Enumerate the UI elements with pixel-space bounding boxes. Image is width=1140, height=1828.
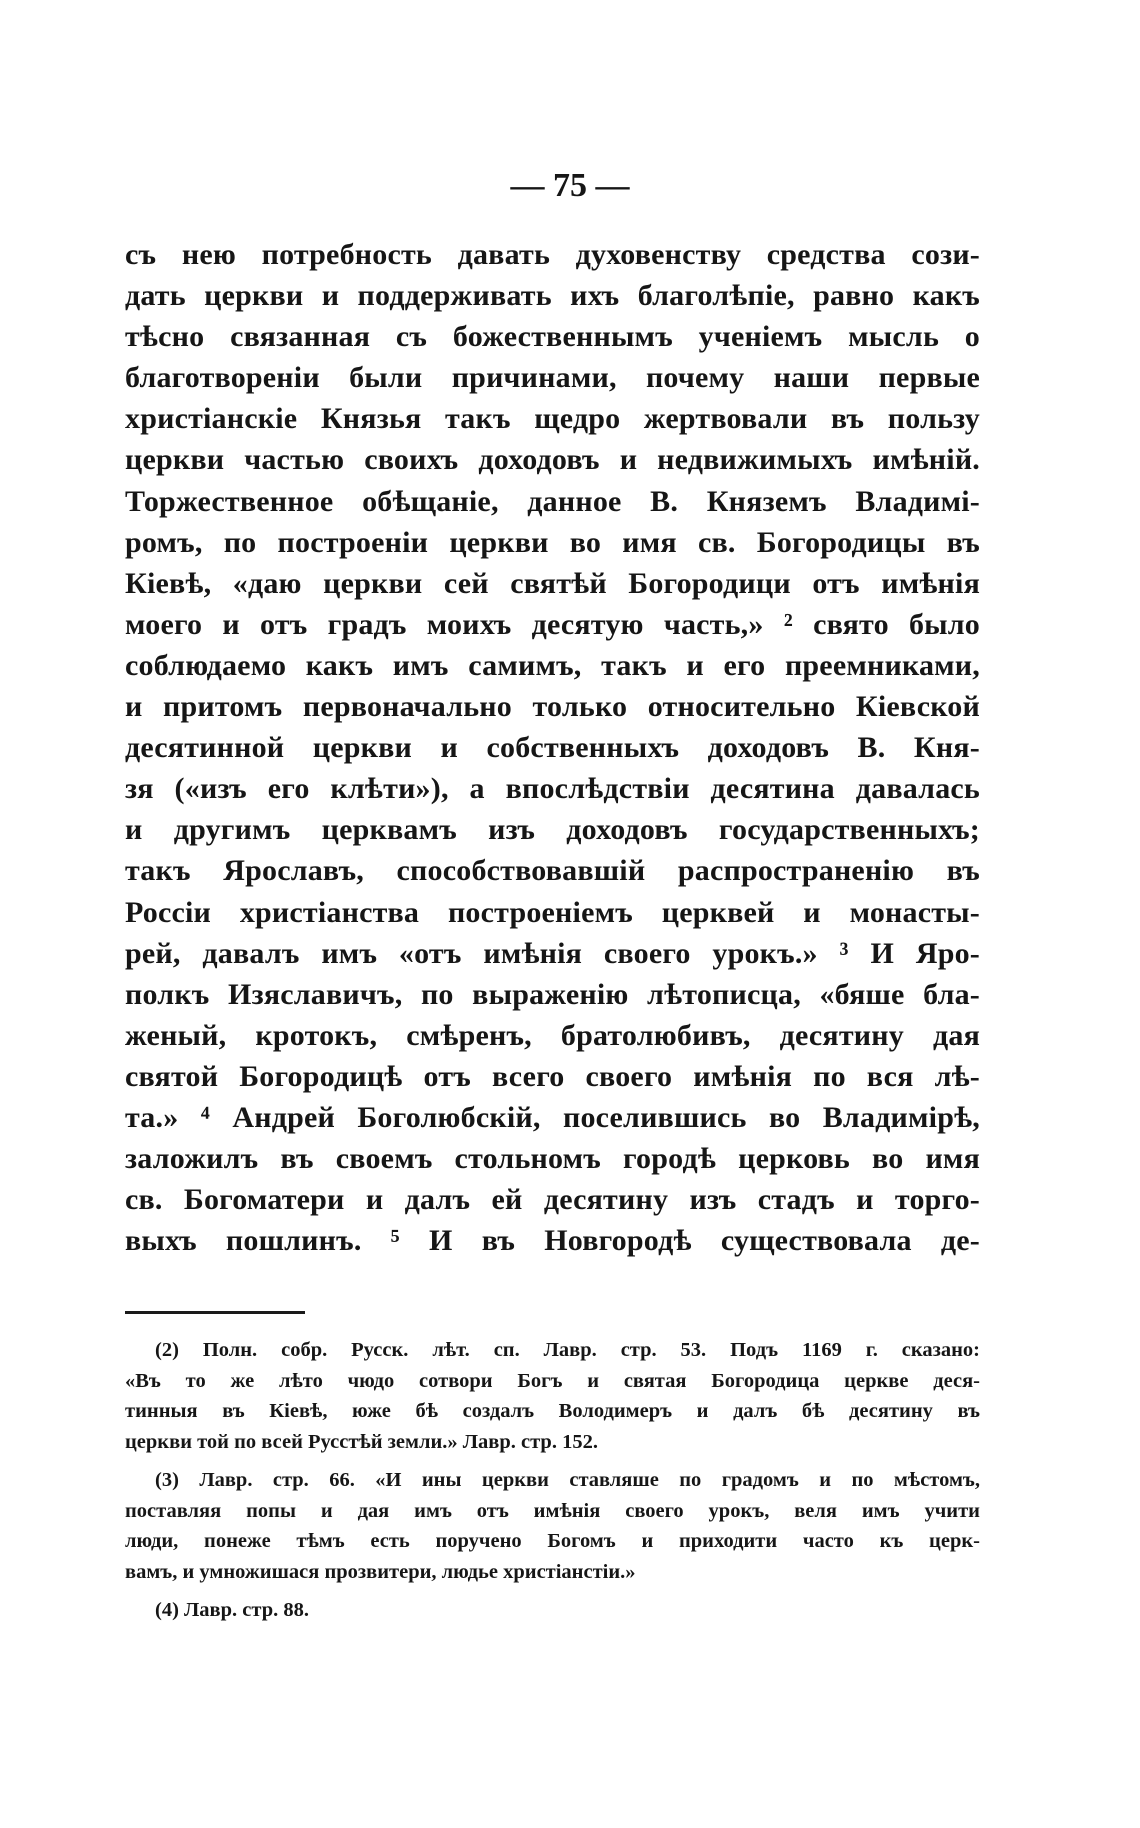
footnote-line: церкви той по всей Русстѣй земли.» Лавр. стр. 152. [125, 1430, 598, 1453]
body-line: десятинной церкви и собственныхъ доходовъ В. Кня- [125, 731, 980, 765]
body-line: ромъ, по построеніи церкви во имя св. Богородицы въ [125, 525, 980, 559]
footnote-line: (2) Полн. собр. Русск. лѣт. сп. Лавр. стр. 53. Подъ 1169 г. сказано: [155, 1339, 980, 1361]
body-line: соблюдаемо какъ имъ самимъ, такъ и его преемниками, [125, 648, 980, 682]
page-number: — 75 — [510, 167, 630, 204]
body-line: женый, кротокъ, смѣренъ, братолюбивъ, десятину дая [125, 1018, 980, 1052]
footnote-line: тинныя въ Кіевѣ, юже бѣ создалъ Володимеръ и далъ бѣ десятину въ [125, 1400, 980, 1422]
body-line: полкъ Изяславичъ, по выраженію лѣтописца, «бяше бла- [125, 977, 980, 1011]
body-line: церкви частью своихъ доходовъ и недвижимыхъ имѣній. [125, 443, 980, 477]
footnote-line: люди, понеже тѣмъ есть поручено Богомъ и приходити часто къ церк- [125, 1530, 980, 1552]
footnote-4 [125, 1595, 980, 1626]
body-line: заложилъ въ своемъ стольномъ городѣ церковь во имя [125, 1142, 980, 1176]
footnote-line: вамъ, и умножишася прозвитери, людье христіанстіи.» [125, 1560, 636, 1583]
body-line: моего и отъ градъ моихъ десятую часть,» ² свято было [125, 607, 980, 641]
body-line: выхъ пошлинъ. ⁵ И въ Новгородѣ существовала де- [125, 1224, 980, 1258]
footnote-2 [125, 1335, 980, 1457]
body-text [125, 234, 980, 1261]
body-line: тѣсно связанная съ божественнымъ ученіемъ мысль о [125, 320, 980, 354]
body-line: святой Богородицѣ отъ всего своего имѣнія по вся лѣ- [125, 1059, 980, 1093]
body-line: такъ Ярославъ, способствовавшій распространенію въ [125, 854, 980, 888]
body-line: и другимъ церквамъ изъ доходовъ государственныхъ; [125, 813, 980, 847]
footnote-line: (3) Лавр. стр. 66. «И ины церкви ставляше по градомъ и по мѣстомъ, [155, 1469, 980, 1491]
body-line: та.» ⁴ Андрей Боголюбскій, поселившись во Владимірѣ, [125, 1100, 980, 1134]
body-line: Россіи христіанства построеніемъ церквей и монасты- [125, 895, 980, 929]
body-line: дать церкви и поддерживать ихъ благолѣпіе, равно какъ [125, 279, 980, 313]
footnotes [125, 1335, 980, 1626]
body-line: и притомъ первоначально только относительно Кіевской [125, 690, 980, 724]
body-line: христіанскіе Князья такъ щедро жертвовали въ пользу [125, 402, 980, 436]
body-line: благотвореніи были причинами, почему наши первые [125, 361, 980, 395]
footnote-line: (4) Лавр. стр. 88. [155, 1599, 309, 1621]
footnote-3 [125, 1465, 980, 1587]
footnote-divider [125, 1311, 305, 1314]
footnote-line: «Въ то же лѣто чюдо сотвори Богъ и святая Богородица церкве деся- [125, 1369, 980, 1392]
body-line: Кіевѣ, «даю церкви сей святѣй Богородици отъ имѣнія [125, 566, 980, 600]
body-line: съ нею потребность давать духовенству средства сози- [125, 238, 980, 271]
body-line: зя («изъ его клѣти»), а впослѣдствіи десятина давалась [125, 772, 980, 806]
footnote-line: поставляя попы и дая имъ отъ имѣнія своего урокъ, веля имъ учити [125, 1499, 980, 1522]
body-line: св. Богоматери и далъ ей десятину изъ стадъ и торго- [125, 1183, 980, 1217]
body-line: рей, давалъ имъ «отъ имѣнія своего урокъ.» ³ И Яро- [125, 936, 980, 970]
body-line: Торжественное обѣщаніе, данное В. Княземъ Владимі- [125, 484, 980, 518]
